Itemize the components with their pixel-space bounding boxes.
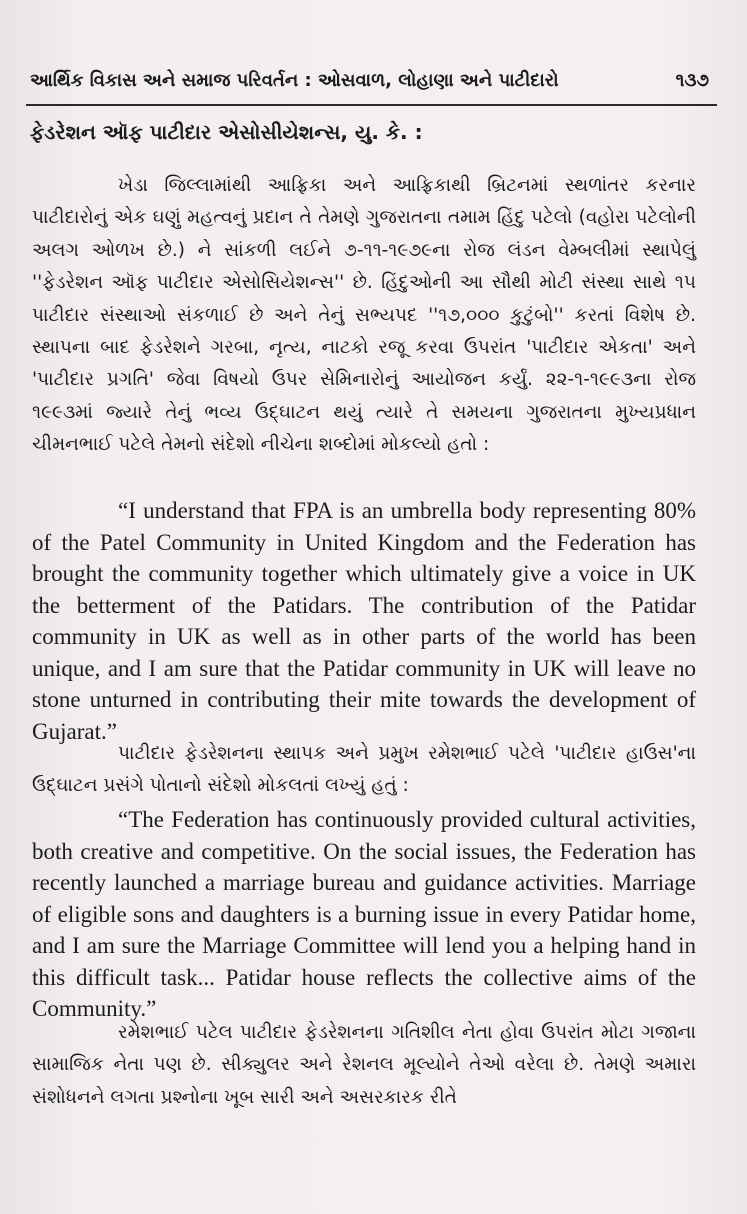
header-rule [26,104,717,106]
running-header [30,70,709,91]
quote-federation-president: “The Federation has continuously provided cultural activities, both creative and competitive. On the social issues, the Federation has recently launched a marriage bureau and guidance activities. Marriage of eligible sons and daughters is a burning issue in every Patidar home, and I am sure the Marriage Committee will lend you a helping hand in this difficult task... Patidar house reflects the collective aims of the Community.” [32,807,696,1021]
quote-chief-minister: “I understand that FPA is an umbrella body representing 80% of the Patel Community in United Kingdom and the Federation has brought the community together which ultimately give a voice in UK the betterment of the Patidars. The contribution of the Patidar community in UK as well as in other parts of the world has been unique, and I am sure that the Patidar community in UK will leave no stone unturned in contributing their mite towards the development of Gujarat.” [32,498,696,744]
section-title: ફેડરેશન ઑફ પાટીદાર એસોસીયેશન્સ, યુ. કે. : [30,120,423,144]
running-title: આર્થિક વિકાસ અને સમાજ પરિવર્તન : ઓસવાળ, લોહાણા અને પાટીદારો [30,70,559,91]
page-number: ૧૩૭ [675,70,709,91]
paragraph-federation-history: ખેડા જિલ્લામાંથી આફ્રિકા અને આફ્રિકાથી બ્રિટનમાં સ્થળાંતર કરનાર પાટીદારોનું એક ઘણું મહત્વનું પ્રદાન તે તેમણે ગુજરાતના તમામ હિંદુ પટેલો (વહોરા પટેલોની અલગ ઓળખ છે.) ને સાંકળી લઈને ૭-૧૧-૧૯૭૯ના રોજ લંડન વેમ્બલીમાં સ્થાપેલું ''ફેડરેશન ઑફ પાટીદાર એસોસિયેશન્સ'' છે. હિંદુઓની આ સૌથી મોટી સંસ્થા સાથે ૧૫ પાટીદાર સંસ્થાઓ સંકળાઈ છે અને તેનું સભ્યપદ ''૧૭,૦૦૦ કુટુંબો'' કરતાં વિશેષ છે. સ્થાપના બાદ ફેડરેશને ગરબા, નૃત્ય, નાટકો રજૂ કરવા ઉપરાંત 'પાટીદાર એકતા' અને 'પાટીદાર પ્રગતિ' જેવા વિષયો ઉપર સેમિનારોનું આયોજન કર્યું. ૨૨-૧-૧૯૯૩ના રોજ ૧૯૯૩માં જ્યારે તેનું ભવ્ય ઉદ્‌ઘાટન થયું ત્યારે તે સમયના ગુજરાતના મુખ્યપ્રધાન ચીમનભાઈ પટેલે તેમનો સંદેશો નીચેના શબ્દોમાં મોકલ્યો હતો : [32,175,696,456]
paragraph-ramesh-patel: રમેશભાઈ પટેલ પાટીદાર ફેડરેશનના ગતિશીલ નેતા હોવા ઉપરાંત મોટા ગજાના સામાજિક નેતા પણ છે. સીક્યુલર અને રેશનલ મૂલ્યોને તેઓ વરેલા છે. તેમણે અમારા સંશોધનને લગતા પ્રશ્નોના ખૂબ સારી અને અસરકારક રીતે [32,1022,696,1108]
paragraph-founder-message: પાટીદાર ફેડરેશનના સ્થાપક અને પ્રમુખ રમેશભાઈ પટેલે 'પાટીદાર હાઉસ'ના ઉદ્‌ઘાટન પ્રસંગે પોતાનો સંદેશો મોકલતાં લખ્યું હતું : [32,743,696,797]
